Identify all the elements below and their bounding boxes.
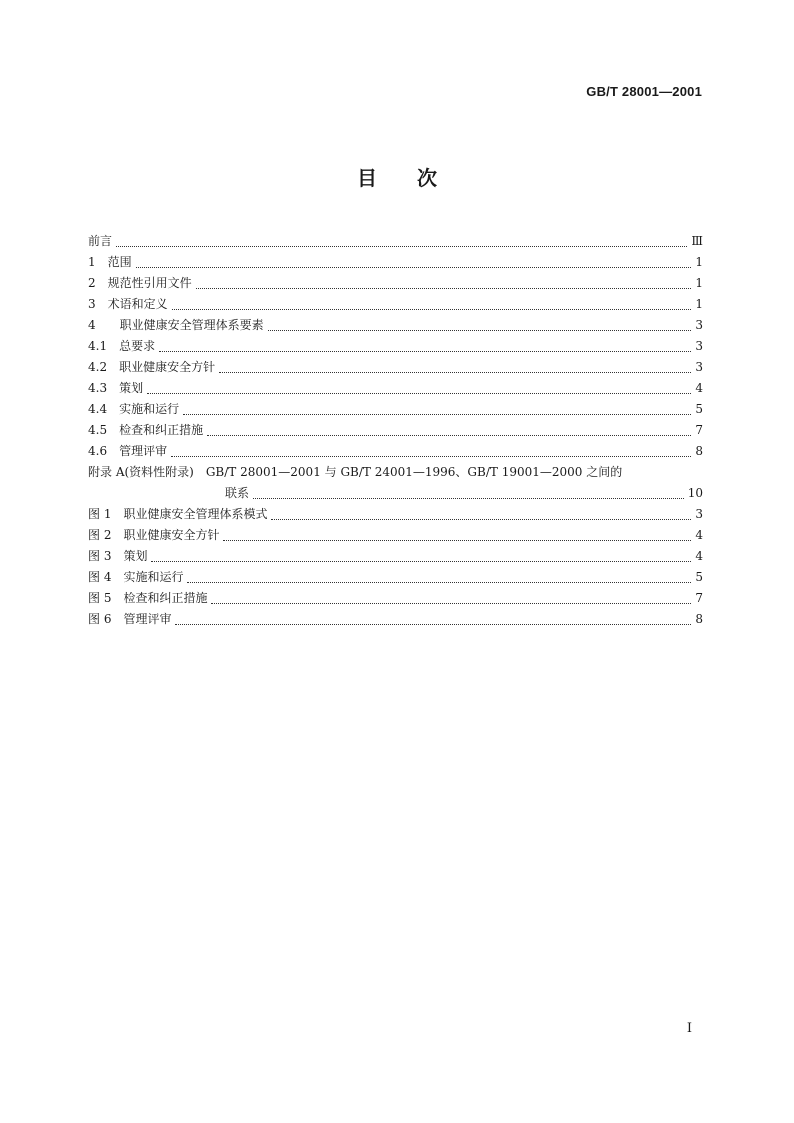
toc-entry-page: 1 xyxy=(695,297,703,311)
toc-entry-page: 3 xyxy=(695,318,703,332)
toc-title: 目 次 xyxy=(357,166,437,190)
toc-entry-label: 4.6 管理评审 xyxy=(88,444,168,458)
toc-entry-page: 1 xyxy=(695,255,703,269)
toc-entry-page: 1 xyxy=(695,276,703,290)
toc-leader-dots xyxy=(175,624,691,625)
toc-entry-page: Ⅲ xyxy=(691,234,703,248)
toc-entry-page: 3 xyxy=(695,507,703,521)
toc-entry-figure-3[interactable] xyxy=(88,546,703,567)
toc-entry-figure-4[interactable] xyxy=(88,567,703,588)
toc-leader-dots xyxy=(207,435,691,436)
toc-leader-dots xyxy=(268,330,691,331)
toc-entry-foreword[interactable] xyxy=(88,231,703,252)
toc-entry-label: 4.3 策划 xyxy=(88,381,144,395)
toc-leader-dots xyxy=(219,372,691,373)
toc-entry-page: 8 xyxy=(695,612,703,626)
toc-entry-figure-1[interactable] xyxy=(88,504,703,525)
toc-entry-label: 图 1 职业健康安全管理体系模式 xyxy=(88,507,268,521)
toc-entry-management-review[interactable] xyxy=(88,441,703,462)
toc-entry-page: 4 xyxy=(695,381,703,395)
toc-entry-label: 图 3 策划 xyxy=(88,549,148,563)
toc-entry-label: 图 4 实施和运行 xyxy=(88,570,184,584)
toc-entry-label: 4.2 职业健康安全方针 xyxy=(88,360,216,374)
toc-entry-general-requirements[interactable] xyxy=(88,336,703,357)
toc-leader-dots xyxy=(271,519,691,520)
toc-entry-label: 2 规范性引用文件 xyxy=(88,276,192,290)
toc-entry-checking[interactable] xyxy=(88,420,703,441)
toc-entry-figure-2[interactable] xyxy=(88,525,703,546)
toc-entry-page: 4 xyxy=(695,528,703,542)
toc-entry-scope[interactable] xyxy=(88,252,703,273)
toc-entry-label: 图 6 管理评审 xyxy=(88,612,172,626)
toc-entry-label: 前言 xyxy=(88,234,113,248)
toc-entry-page: 7 xyxy=(695,423,703,437)
toc-entry-page: 8 xyxy=(695,444,703,458)
toc-entry-ohs-elements[interactable] xyxy=(88,315,703,336)
toc-entry-page: 3 xyxy=(695,339,703,353)
toc-entry-label: 联系 xyxy=(225,486,250,500)
toc-leader-dots xyxy=(171,456,691,457)
toc-entry-label: 附录 A(资料性附录) GB/T 28001—2001 与 GB/T 24001—1996、GB/T 19001—2000 之间的 xyxy=(88,465,623,479)
standard-code: GB/T 28001—2001 xyxy=(586,84,702,99)
toc-entry-annex-a[interactable] xyxy=(88,462,703,483)
toc-entry-page: 4 xyxy=(695,549,703,563)
toc-entry-label: 4.5 检查和纠正措施 xyxy=(88,423,204,437)
toc-entry-label: 4.4 实施和运行 xyxy=(88,402,180,416)
table-of-contents xyxy=(88,231,703,630)
toc-entry-planning[interactable] xyxy=(88,378,703,399)
toc-leader-dots xyxy=(223,540,691,541)
toc-entry-label: 4 职业健康安全管理体系要素 xyxy=(88,318,264,332)
toc-entry-page: 10 xyxy=(687,486,703,500)
toc-leader-dots xyxy=(187,582,691,583)
toc-entry-page: 3 xyxy=(695,360,703,374)
toc-entry-ohs-policy[interactable] xyxy=(88,357,703,378)
toc-leader-dots xyxy=(172,309,691,310)
toc-leader-dots xyxy=(253,498,684,499)
toc-entry-page: 5 xyxy=(695,402,703,416)
toc-entry-page: 7 xyxy=(695,591,703,605)
toc-leader-dots xyxy=(159,351,691,352)
toc-entry-figure-5[interactable] xyxy=(88,588,703,609)
toc-leader-dots xyxy=(116,246,687,247)
toc-entry-label: 3 术语和定义 xyxy=(88,297,168,311)
toc-entry-figure-6[interactable] xyxy=(88,609,703,630)
toc-entry-label: 图 2 职业健康安全方针 xyxy=(88,528,220,542)
toc-entry-label: 4.1 总要求 xyxy=(88,339,156,353)
toc-entry-annex-a-continued[interactable] xyxy=(88,483,703,504)
toc-entry-page: 5 xyxy=(695,570,703,584)
toc-entry-label: 图 5 检查和纠正措施 xyxy=(88,591,208,605)
toc-leader-dots xyxy=(211,603,691,604)
toc-leader-dots xyxy=(183,414,691,415)
toc-entry-terms[interactable] xyxy=(88,294,703,315)
toc-leader-dots xyxy=(147,393,691,394)
toc-leader-dots xyxy=(196,288,691,289)
toc-entry-implementation[interactable] xyxy=(88,399,703,420)
toc-leader-dots xyxy=(151,561,691,562)
toc-entry-label: 1 范围 xyxy=(88,255,132,269)
toc-entry-normative-references[interactable] xyxy=(88,273,703,294)
toc-leader-dots xyxy=(136,267,691,268)
page-number: I xyxy=(686,1021,692,1036)
